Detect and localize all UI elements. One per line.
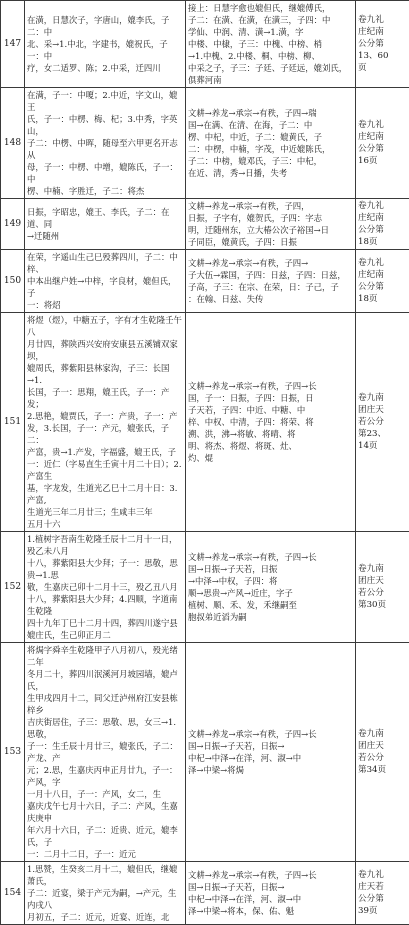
person-record: 1.思赞，生癸亥二月十二，媲但氏，继媲萧氏， 子二：近宴，梁于产元为嗣，→产元，生内戌八 月初五，子二：近元，近宴、近连，北 bbox=[25, 862, 186, 925]
table-row bbox=[1, 250, 409, 313]
person-record: 在满，子一：中嗄；2.中近，字文山，媲王 氏，子一：中楞、梅、杞；3.中秀，字英山， 子二：中楞、中晖，随母至六甲更名开志从 母，子一：中楞、中增，媲陈氏，子一：中 楞、中楠、字胜迁，子二：将杰 bbox=[25, 88, 186, 199]
table-row bbox=[1, 1, 409, 88]
lineage-record: 文耕→养龙→承宗→有秩，子四→长 国→日振→子天若，日振→ 中杞→中泽→在洋，河、淑→中 泽→中梁→将本，保、佑、魁 bbox=[186, 862, 356, 925]
source-reference: 卷九南 团庄天 若公分 第34页 bbox=[356, 643, 409, 862]
row-number: 151 bbox=[1, 313, 25, 532]
person-record: 在荣，字遥山生己巳殁葬四川，子二：中梓、 中本出继户姓→中梓，字良材，媲但氏，子 一：将炤 bbox=[25, 250, 186, 313]
lineage-record: 文耕→养龙→承宗→有秩，子四→长 国，子一：日振，子四：日振，日 子天若，子四：中近、中糖、中 梓、中权、中清，子四：将荣、将 溯、洪，沸→将敏、将晴、将 明、将杰、将煜、将斑、灶、 灼、焜 bbox=[186, 313, 356, 532]
lineage-record: 文耕→养龙→承宗→有秩，子四→长 国→日振→子天若，日振→ 中杞→中泽→在洋，河、淑→中 泽→中梁→将焗 bbox=[186, 643, 356, 862]
lineage-record: 文耕→养龙→承宗→有秩，子四→ 子大伍→霖国，子四：日兹，子四：日兹， 子高，子三：在宗、在荣，日：子己，子 ：在翰、日兹、失传 bbox=[186, 250, 356, 313]
source-reference: 卷九礼 庄天若 公分第 39页 bbox=[356, 862, 409, 925]
source-reference: 卷九礼 庄纪南 公分第 18页 bbox=[356, 250, 409, 313]
row-number: 154 bbox=[1, 862, 25, 925]
source-reference: 卷九南 团庄天 若公分 第30页 bbox=[356, 532, 409, 643]
person-record: 1.植树字吾南生乾隆壬辰十二月十一日，殁乙未八月 十八，葬紫阳县大少拜；子一：思敬，思贵→1.思 敬，生嘉庆己卯十二月十三，殁乙丑八月 十八，葬紫阳县大少拜；4.四顺，字道南生乾隆 四十九年丁巳十二月十四，葬四川遂宁县 媲庄氏，生己卯正月二 bbox=[25, 532, 186, 643]
source-reference: 卷九南 团庄天 若公分 第23、 14页 bbox=[356, 313, 409, 532]
lineage-record: 接上：日慧字愈也媲但氏，继媲傅氏， 子二：在潢、在潢，在潢三，子四：中 学仙、中润、清、潢→1.潢，字 中楼、中棣，子三：中槐、中榜、梢 →1.中槐、2.中楼、桐、中榜、柳、 中采之子，子三：子廷、子廷远，媲刘氏， 俱葬河南 bbox=[186, 1, 356, 88]
row-number: 147 bbox=[1, 1, 25, 88]
row-number: 152 bbox=[1, 532, 25, 643]
row-number: 148 bbox=[1, 88, 25, 199]
table-row bbox=[1, 313, 409, 532]
lineage-record: 文耕→养龙→承宗→有秩，子四→长 国→日振→子天若，日振 →中泽→中权，子四：将 顺→思贵→产风→近庄，字子 植树、顺、禾、发，禾继嗣至 胞叔弟近滔为嗣 bbox=[186, 532, 356, 643]
row-number: 150 bbox=[1, 250, 25, 313]
source-reference: 卷九礼 庄纪南 公分第 16页 bbox=[356, 88, 409, 199]
table-row bbox=[1, 862, 409, 925]
lineage-record: 文耕→养龙→承宗→有秩，子四→瑞 国→在满、在清、在海，子二：中 楞、中杞，中近，子二：媲黄氏，子 二：中楞，中楠，字茂，中近媲陈氏， 子二：中榜，媲邓氏，子三：中杞， 在近、清，秀→日播，失考 bbox=[186, 88, 356, 199]
person-record: 日振，字昭忠，媲王、李氏，子二：在道、同 →迁随州 bbox=[25, 199, 186, 250]
table-row bbox=[1, 199, 409, 250]
row-number: 153 bbox=[1, 643, 25, 862]
person-record: 将焗字舜辛生乾隆甲子八月初八，殁光绪二年 冬月二十，葬四川泯溪河月坡园墙，媲卢氏， 生甲戌四月十二，同父迁泸州府江安县栋梓乡 吉庆街居住，子三：思敬、思，女三→1.思敬， 子一：生壬辰十月廿三，媲张氏，子二：产龙、产 元；2.思，生嘉庆丙申正月廿九，子一：产风，字 一月十八日，子一：产风，女二，生 嘉庆戊午七月十六日，子二：产风，生嘉庆庚申 年六月十六日，子二：近贵、近元，媲李氏，子 一：二月十二日，子一：近元 bbox=[25, 643, 186, 862]
table-row bbox=[1, 532, 409, 643]
person-record: 在潢，日慧次子，字唐山，媲李氏，子二：中 北、采→1.中北，字建书，媲祝氏，子一：中 疗，女二适罗、陈；2.中采，迁四川 bbox=[25, 1, 186, 88]
row-number: 149 bbox=[1, 199, 25, 250]
source-reference: 卷九礼 庄纪南 公分第 13、60 页 bbox=[356, 1, 409, 88]
lineage-record: 文耕→养龙→承宗→有秩，子四， 日振，子字有，媲贺氏，子四：字志 明，迁随州东，立大椿公次子裕国→日 子同臣，媲黄氏，子四：日振 bbox=[186, 199, 356, 250]
table-row bbox=[1, 88, 409, 199]
person-record: 将煜（煜），中糖五子，字有才生乾隆壬午八 月廿四，葬陕西兴安府安康县五溪铺双家坝， 媲周氏，葬紫阳县林家沟，子三：长国→1. 长国，子一：思翔，媲王氏，子一：产发； 2.思艳，媲贾氏，子一：产贵，子一：产 发，3.长国，子一：产元，媲张氏，子二： 产富，贵→1.产发，字福盛，媲王氏，子 一：近仁（字易直生壬寅十月二十日）；2.产富生 基，字龙发，生道光乙巳十二月十日：3.产富, 生道光三年二月廿三；生咸丰三年 五月十六 bbox=[25, 313, 186, 532]
source-reference: 卷九礼 庄纪南 公分第 18页 bbox=[356, 199, 409, 250]
table-row bbox=[1, 643, 409, 862]
